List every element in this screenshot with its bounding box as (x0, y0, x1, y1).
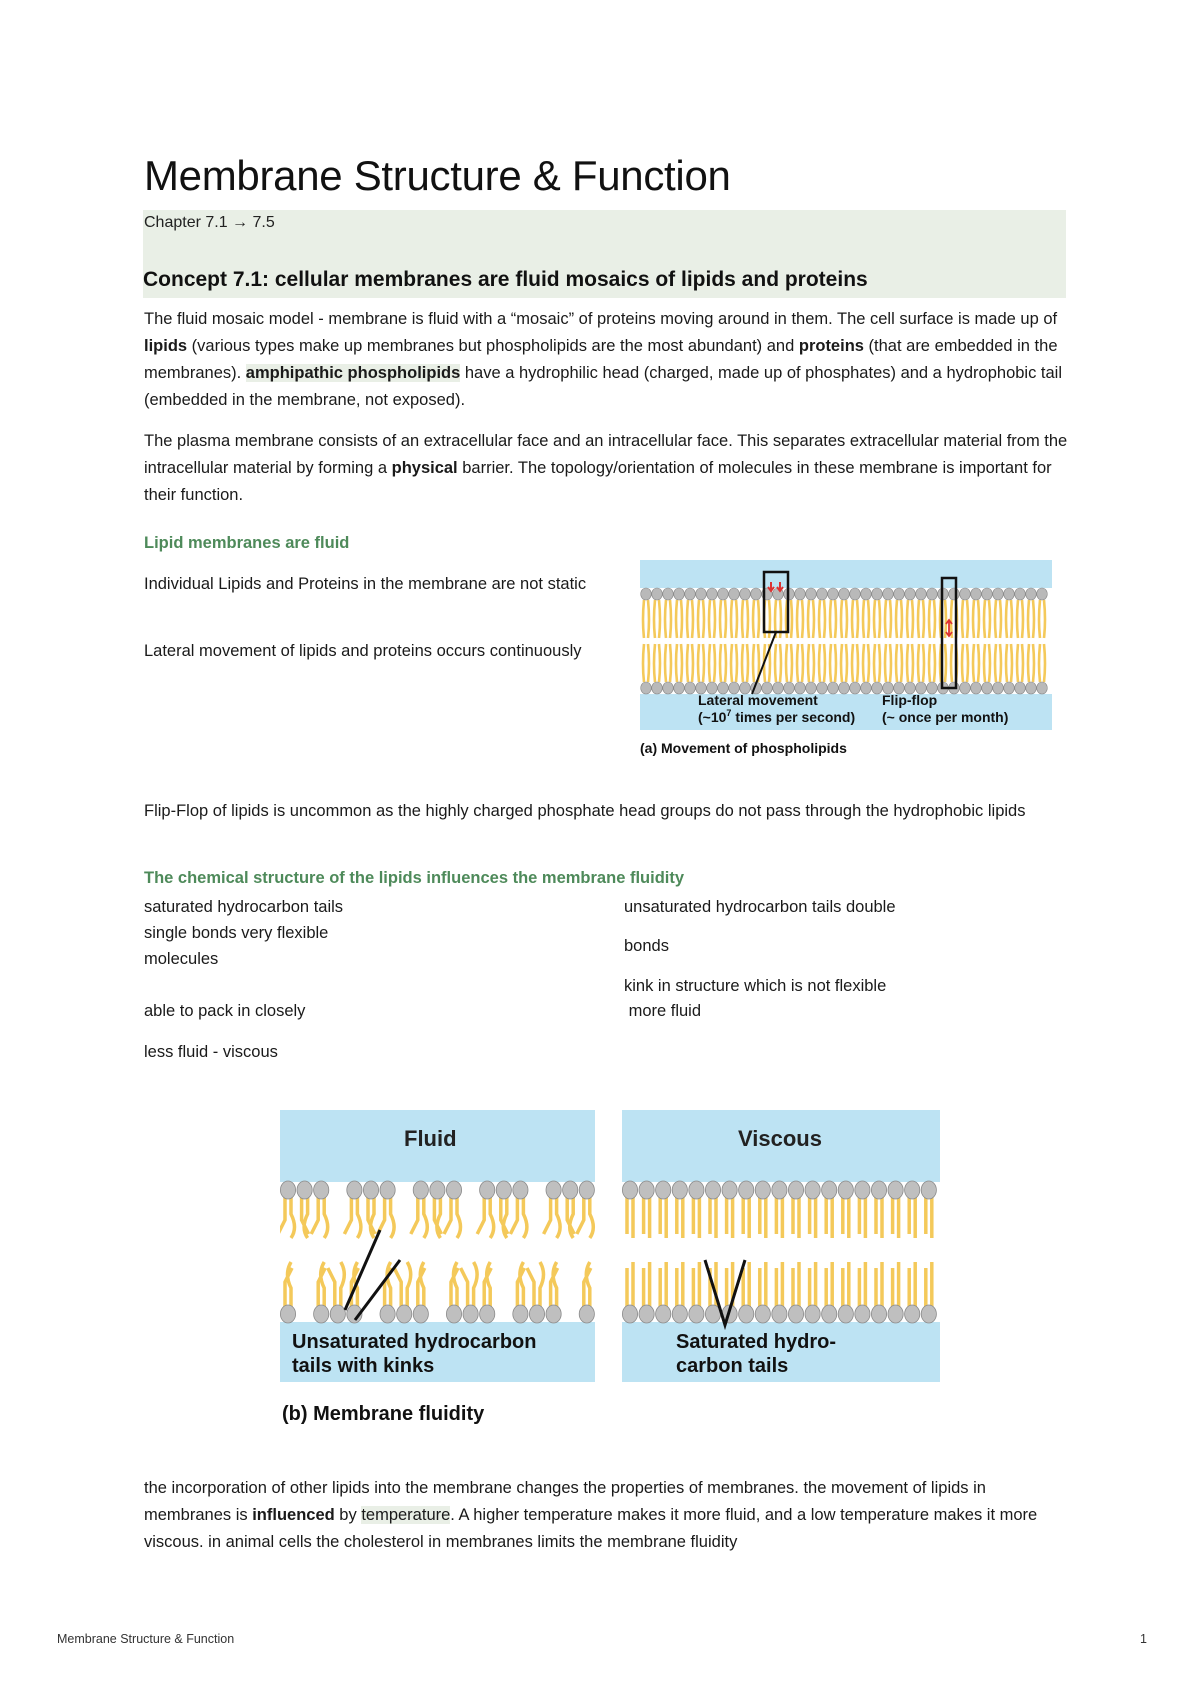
lipid-head (622, 1181, 637, 1199)
lipid-head (855, 1181, 870, 1199)
lipid-head (397, 1305, 412, 1323)
lipid-head (480, 1181, 495, 1199)
term-lipids: lipids (144, 337, 188, 355)
lipid-head (888, 1305, 903, 1323)
footer-title: Membrane Structure & Function (57, 1632, 235, 1646)
unsaturated-label-line-2: tails with kinks (292, 1355, 435, 1377)
lipid-head (685, 682, 696, 694)
unsaturated-label-line-1: Unsaturated hydrocarbon (292, 1331, 537, 1353)
lipid-head (861, 682, 872, 694)
lipid-head (839, 682, 850, 694)
intro-paragraph-2: The plasma membrane consists of an extracellular face and an intracellular face. This separates extracellular material from the intracellular material by forming a physical barrier. The topology/orientation of molecules in these membrane is important for their function. (144, 432, 1068, 504)
lipid-head (672, 1181, 687, 1199)
left-col-line-4: able to pack in closely (144, 1002, 306, 1020)
lipid-head (805, 1181, 820, 1199)
lipid-paragraph-2: Lateral movement of lipids and proteins occurs continuously (144, 642, 582, 660)
lipid-head (656, 1181, 671, 1199)
lipid-head (413, 1305, 428, 1323)
page-title: Membrane Structure & Function (144, 152, 731, 199)
lipid-head (685, 588, 696, 600)
closing-paragraph: the incorporation of other lipids into the membrane changes the properties of membranes. the movement of lipids in membranes is influenced by temperature. A higher temperature makes it more fluid, and a low temperature makes it more viscous. in animal cells the cholesterol in membranes limits the membrane fluidity (144, 1479, 1038, 1551)
lipid-head (795, 588, 806, 600)
lipid-head (513, 1181, 528, 1199)
lipid-head (674, 682, 685, 694)
lipid-head (579, 1305, 594, 1323)
term-proteins: proteins (798, 337, 864, 355)
lipid-head (652, 588, 663, 600)
lipid-head (696, 588, 707, 600)
lipid-section-heading: Lipid membranes are fluid (144, 534, 350, 552)
lipid-head (739, 1181, 754, 1199)
lipid-head (1037, 682, 1048, 694)
lipid-head (663, 682, 674, 694)
lipid-head (1026, 588, 1037, 600)
lipid-head (622, 1305, 637, 1323)
lipid-head (772, 1305, 787, 1323)
lipid-head (822, 1305, 837, 1323)
lipid-head (579, 1181, 594, 1199)
lipid-head (652, 682, 663, 694)
concept-heading: Concept 7.1: cellular membranes are fluid mosaics of lipids and proteins (143, 268, 868, 291)
lipid-head (806, 588, 817, 600)
lateral-label: Lateral movement (698, 692, 818, 708)
figure-b-caption: (b) Membrane fluidity (282, 1403, 485, 1425)
lipid-head (828, 682, 839, 694)
lipid-head (993, 682, 1004, 694)
lipid-head (916, 588, 927, 600)
lipid-head (838, 1305, 853, 1323)
lipid-head (921, 1181, 936, 1199)
lipid-head (496, 1181, 511, 1199)
lipid-head (888, 1181, 903, 1199)
lipid-head (960, 682, 971, 694)
lipid-head (894, 588, 905, 600)
left-col-line-1: saturated hydrocarbon tails (144, 898, 344, 916)
saturated-label-line-2: carbon tails (676, 1355, 789, 1377)
fluid-membrane-band (280, 1182, 595, 1322)
left-col-line-3: molecules (144, 950, 219, 968)
lipid-head (872, 588, 883, 600)
lipid-head (855, 1305, 870, 1323)
lipid-paragraph-1: Individual Lipids and Proteins in the membrane are not static (144, 575, 587, 593)
right-col-line-4: more fluid (624, 1002, 702, 1020)
lipid-head (546, 1181, 561, 1199)
lipid-head (297, 1181, 312, 1199)
lipid-head (1026, 682, 1037, 694)
lipid-head (689, 1305, 704, 1323)
right-col-line-2: bonds (624, 937, 669, 955)
lipid-head (674, 588, 685, 600)
lipid-head (446, 1181, 461, 1199)
lipid-head (982, 682, 993, 694)
figure-a-caption: (a) Movement of phospholipids (640, 740, 847, 756)
lipid-head (529, 1305, 544, 1323)
lipid-head (380, 1305, 395, 1323)
right-col-line-3: kink in structure which is not flexible (624, 977, 887, 995)
lipid-head (641, 588, 652, 600)
lipid-head (1037, 588, 1048, 600)
phospholipid-movement-figure (640, 560, 1052, 760)
lipid-head (850, 588, 861, 600)
lipid-head (822, 1181, 837, 1199)
lipid-head (446, 1305, 461, 1323)
lipid-head (817, 588, 828, 600)
lipid-head (641, 682, 652, 694)
lipid-head (380, 1181, 395, 1199)
lipid-head (883, 588, 894, 600)
lipid-head (639, 1181, 654, 1199)
lipid-head (871, 1181, 886, 1199)
lipid-head (740, 588, 751, 600)
membrane-fluidity-figure (280, 1110, 940, 1440)
lipid-head (689, 1181, 704, 1199)
lipid-head (927, 588, 938, 600)
lipid-head (960, 588, 971, 600)
flip-flop-rate-label: (~ once per month) (882, 709, 1009, 725)
page-number: 1 (1140, 1632, 1147, 1646)
left-col-line-2: single bonds very flexible (144, 924, 329, 942)
lipid-head (314, 1305, 329, 1323)
lipid-head (772, 1181, 787, 1199)
lipid-head (430, 1181, 445, 1199)
term-temperature: temperature (361, 1506, 451, 1524)
lipid-head (1004, 682, 1015, 694)
flip-flop-paragraph: Flip-Flop of lipids is uncommon as the highly charged phosphate head groups do not pass through the hydrophobic lipids (144, 802, 1026, 820)
lipid-head (993, 588, 1004, 600)
lipid-head (707, 588, 718, 600)
lipid-head (705, 1181, 720, 1199)
figure-a-top-heads (641, 588, 1048, 600)
lipid-head (663, 588, 674, 600)
lipid-head (639, 1305, 654, 1323)
lipid-head (905, 1181, 920, 1199)
lipid-head (817, 682, 828, 694)
lipid-head (546, 1305, 561, 1323)
lipid-head (905, 588, 916, 600)
lipid-head (739, 1305, 754, 1323)
term-influenced: influenced (252, 1506, 335, 1524)
lipid-head (751, 588, 762, 600)
lipid-head (463, 1305, 478, 1323)
lipid-head (656, 1305, 671, 1323)
lipid-head (861, 588, 872, 600)
chemical-section-heading: The chemical structure of the lipids influences the membrane fluidity (144, 869, 685, 887)
intro-paragraph-1: The fluid mosaic model - membrane is fluid with a “mosaic” of proteins moving around in them. The cell surface is made up of lipids (various types make up membranes but phospholipids are the most abundant) and proteins (that are embedded in the membranes). amphipathic phospholipids have a hydrophilic head (charged, made up of phosphates) and a hydrophobic tail (embedded in the membrane, not exposed). (144, 310, 1063, 409)
lipid-head (828, 588, 839, 600)
lipid-head (718, 588, 729, 600)
lipid-head (280, 1181, 295, 1199)
lipid-head (921, 1305, 936, 1323)
lipid-head (971, 588, 982, 600)
lipid-head (788, 1305, 803, 1323)
lipid-head (839, 588, 850, 600)
lipid-head (788, 1181, 803, 1199)
lipid-head (729, 588, 740, 600)
lipid-head (755, 1181, 770, 1199)
lipid-head (850, 682, 861, 694)
right-col-line-1: unsaturated hydrocarbon tails double (624, 898, 896, 916)
lipid-head (1015, 588, 1026, 600)
lipid-head (971, 682, 982, 694)
flip-flop-label: Flip-flop (882, 692, 938, 708)
lipid-head (949, 588, 960, 600)
lipid-head (330, 1305, 345, 1323)
lipid-head (1015, 682, 1026, 694)
viscous-title: Viscous (738, 1126, 822, 1151)
term-amphipathic: amphipathic phospholipids (245, 364, 461, 382)
lipid-head (871, 1305, 886, 1323)
lipid-head (347, 1181, 362, 1199)
lipid-head (513, 1305, 528, 1323)
lipid-head (314, 1181, 329, 1199)
lipid-head (722, 1181, 737, 1199)
saturated-label-line-1: Saturated hydro- (676, 1331, 837, 1353)
lipid-head (280, 1305, 295, 1323)
lipid-head (480, 1305, 495, 1323)
lipid-head (1004, 588, 1015, 600)
lipid-head (838, 1181, 853, 1199)
chapter-reference: Chapter 7.1 → 7.5 (144, 214, 275, 231)
left-col-line-5: less fluid - viscous (144, 1043, 278, 1061)
lipid-head (563, 1181, 578, 1199)
lipid-head (363, 1181, 378, 1199)
lipid-head (872, 682, 883, 694)
fluid-title: Fluid (404, 1126, 457, 1151)
lipid-head (805, 1305, 820, 1323)
term-physical: physical (391, 459, 458, 477)
lipid-head (755, 1305, 770, 1323)
lipid-head (982, 588, 993, 600)
lipid-head (672, 1305, 687, 1323)
lipid-head (905, 1305, 920, 1323)
lipid-head (413, 1181, 428, 1199)
lateral-rate-label: ($\sim 10^7$ times per second) (698, 708, 856, 725)
